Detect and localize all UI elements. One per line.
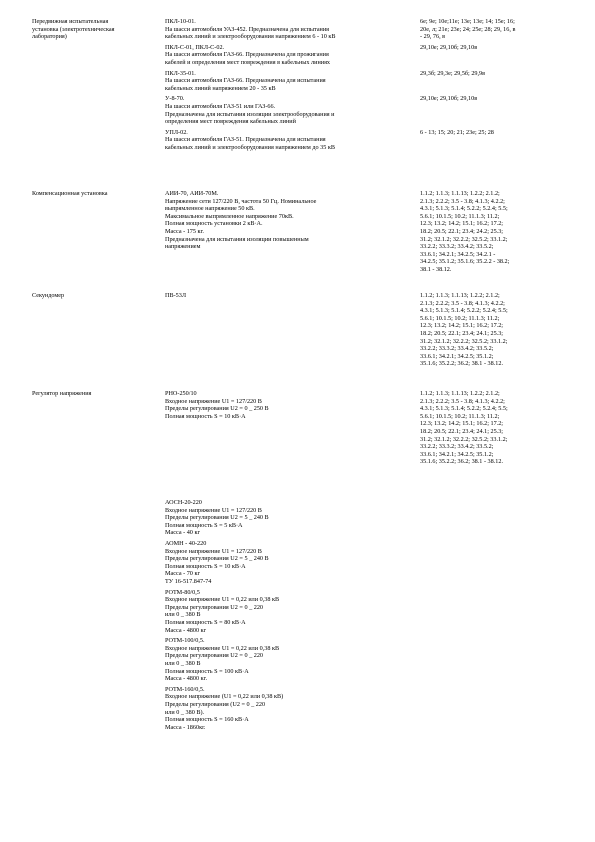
device-text: Входное напряжение U1 = 127/220 В [165,547,262,555]
device-description [165,589,279,635]
device-text: ПКЛ-10-01. [165,18,196,25]
device-text: Максимальное выпрямленное напряжение 70кВ. [165,212,294,220]
category-text: установка (электротехническая [32,25,115,33]
device-text: Полная мощность S = 100 кВ·А [165,667,249,675]
reference-text: 5.6.1; 10.1.5; 10.2; 11.1.3; 11.2; [420,412,500,420]
reference-text: 6е; 9е; 10е;11е; 13е; 13е; 14; 15е; 16; [420,18,515,25]
device-text: Масса - 4800 кг. [165,675,208,683]
device-text: На шасси автомобиля ГАЗ-66. Предназначена для испытания [165,77,326,85]
reference-text: - 29, 76, в [420,33,446,41]
device-text: или 0 _ 380 В [165,611,201,619]
reference-text: 4.3.1; 5.1.3; 5.1.4; 5.2.2; 5.2.4; 5.5; [420,307,508,315]
device-text: Входное напряжение U1 = 0,22 или 0,38 кВ [165,596,280,604]
device-text: Пределы регулирования U2 = 0 _ 250 В [165,405,269,413]
reference-text: 2.1.3; 2.2.2; 3.5 - 3.8; 4.1.3; 4.2.2; [420,299,505,307]
device-description [165,190,316,251]
device-text: Полная мощность S = 10 кВ·А [165,562,246,570]
clause-references [420,390,508,466]
device-text: ПКЛ-35-01. [165,69,196,77]
device-text: Полная мощность S = 160 кВ·А [165,716,249,724]
device-text: Пределы регулирования (U2 = 0 _ 220 [165,700,266,708]
reference-text: 12.3; 13.2; 14.2; 15.1; 16.2; 17.2; [420,420,504,428]
reference-text: 4.3.1; 5.1.3; 5.1.4; 5.2.2; 5.2.4; 5.5; [420,405,508,413]
device-text: Масса - 175 кг. [165,227,204,235]
device-text: РОТМ-100/0,5. [165,637,205,645]
category-text: Компенсационная установка [32,190,108,197]
device-text: ПВ-53Л [165,292,187,299]
device-text: кабелей и определения мест повреждения в кабельных линиях [165,58,331,66]
reference-text: 20е, л; 21е; 23е; 24; 25е; 28; 29, 16, в [420,25,516,33]
device-text: Полная мощность S = 10 кВ·А [165,412,246,420]
clause-references [420,292,508,368]
reference-text: 34.2.5; 35.1.2; 35.1.6; 35.2.2 - 38.2; [420,258,510,266]
clause-references [420,95,477,103]
device-text: Напряжение сети 127/220 В, частота 50 Гц. Номинальное [165,197,317,205]
reference-text: 33.6.1; 34.2.1; 34.2.5; 34.2.1 - [420,250,496,258]
device-description [165,129,335,152]
device-text: выпрямленное напряжение 50 кВ. [165,205,255,213]
device-description [165,499,269,537]
category-cell [32,190,160,198]
clause-references [420,44,477,52]
reference-text: 33.2.2; 33.3.2; 33.4.2; 33.5.2; [420,345,494,353]
reference-text: 18.2; 20.5; 22.1; 23.4; 24.1; 25.3; [420,427,504,435]
reference-text: 29,10е; 29,10б; 29,10в [420,95,478,103]
device-text: кабельных линий напряжением 20 - 35 кВ [165,84,276,92]
clause-references [420,70,485,78]
reference-text: 31.2; 32.1.2; 32.2.2; 32.5.2; 33.1.2; [420,435,508,443]
device-description [165,390,269,420]
device-text: Входное напряжение U1 = 127/220 В [165,506,262,514]
device-text: напряжением [165,243,201,251]
device-description [165,637,279,683]
device-text: У-8-70. [165,95,185,103]
device-text: На шасси автомобиля УАЗ-452. Предназначена для испытания [165,25,330,33]
device-text: Входное напряжение (U1 = 0,22 или 0,38 кВ) [165,693,284,701]
reference-text: 38.1 - 38.12. [420,265,452,273]
reference-text: 18.2; 20.5; 22.1; 23.4; 24.1; 25.3; [420,329,504,337]
device-text: Пределы регулирования U2 = 5 _ 240 В [165,555,269,563]
device-text: Полная мощность S = 5 кВ·А [165,521,243,529]
reference-text: 12.3; 13.2; 14.2; 15.1; 16.2; 17.2; [420,220,504,228]
device-text: АОМН - 40-220 [165,540,207,547]
reference-text: 1.1.2; 1.1.3; 1.1.13; 1.2.2; 2.1.2; [420,390,500,397]
clause-references [420,190,509,274]
device-text: Входное напряжение U1 = 0,22 или 0,38 кВ [165,644,280,652]
device-text: На шасси автомобиля ГАЗ-66. Предназначена для прожигания [165,51,329,59]
device-text: или 0 _ 380 В [165,659,201,667]
reference-text: 33.2.2; 33.3.2; 33.4.2; 33.5.2; [420,243,494,251]
category-cell [32,292,160,300]
device-text: Масса - 4800 кг [165,626,207,634]
device-text: РНО-250/10 [165,390,197,397]
device-text: Масса - 70 кг [165,570,200,578]
device-description [165,540,269,586]
device-text: АОСН-20-220 [165,499,202,506]
category-text: лаборатория) [32,33,67,41]
reference-text: 4.3.1; 5.1.3; 5.1.4; 5.2.2; 5.2.4; 5.5; [420,205,508,213]
reference-text: 1.1.2; 1.1.3; 1.1.13; 1.2.2; 2.1.2; [420,292,500,299]
device-text: ТУ 16-517.847-74 [165,577,212,585]
device-text: АИИ-70, АИИ-70М. [165,190,219,197]
device-text: Полная мощность установки 2 кВ·А. [165,220,263,228]
reference-text: 1.1.2; 1.1.3; 1.1.13; 1.2.2; 2.1.2; [420,190,500,197]
category-text: Секундомер [32,292,65,299]
device-description [165,44,330,67]
reference-text: 35.1.6; 35.2.2; 36.2; 38.1 - 38.12. [420,360,504,368]
reference-text: 12.3; 13.2; 14.2; 15.1; 16.2; 17.2; [420,322,504,330]
reference-text: 2.1.3; 2.2.2; 3.5 - 3.8; 4.1.3; 4.2.2; [420,197,505,205]
reference-text: 5.6.1; 10.1.5; 10.2; 11.1.3; 11.2; [420,212,500,220]
device-description [165,70,326,93]
device-text: или 0 _ 380 В). [165,708,205,716]
device-text: Предназначена для испытания изоляции повышенным [165,235,309,243]
device-description [165,686,283,732]
device-text: Полная мощность S = 80 кВ·А [165,618,246,626]
device-text: Пределы регулирования U2 = 5 _ 240 В [165,514,269,522]
device-description [165,292,186,300]
reference-text: 31.2; 32.1.2; 32.2.2; 32.5.2; 33.1.2; [420,337,508,345]
device-description [165,95,334,125]
device-text: Предназначена для испытания изоляции электрооборудования и [165,110,335,118]
device-text: кабельных линий и электрооборудования напряжением 6 - 10 кВ [165,33,336,41]
device-text: УПЛ-02. [165,128,188,136]
reference-text: 2.1.3; 2.2.2; 3.5 - 3.8; 4.1.3; 4.2.2; [420,397,505,405]
reference-text: 35.1.6; 35.2.2; 36.2; 38.1 - 38.12. [420,458,504,466]
category-text: Регулятор напряжения [32,390,92,397]
device-text: Пределы регулирования U2 = 0 _ 220 [165,652,264,660]
device-text: На шасси автомобиля ГАЗ-51 или ГАЗ-66. [165,102,276,110]
device-text: Входное напряжение U1 = 127/220 В [165,397,262,405]
reference-text: 29,10е; 29,10б; 29,10в [420,43,478,51]
reference-text: 31.2; 32.1.2; 32.2.2; 32.5.2; 33.1.2; [420,235,508,243]
device-text: определения мест повреждения кабельных линий [165,118,296,126]
device-text: Масса - 1860кг. [165,723,206,731]
category-cell [32,18,160,41]
clause-references [420,18,515,41]
device-text: На шасси автомобиля ГАЗ-51. Предназначена для испытания [165,136,326,144]
reference-text: 33.6.1; 34.2.1; 34.2.5; 35.1.2; [420,450,494,458]
category-text: Передвижная испытательная [32,18,109,25]
reference-text: 29,3б; 29,3е; 29,5б; 29,9в [420,69,486,77]
device-text: Пределы регулирования U2 = 0 _ 220 [165,603,264,611]
clause-references [420,129,494,137]
reference-text: 5.6.1; 10.1.5; 10.2; 11.1.3; 11.2; [420,314,500,322]
category-cell [32,390,160,398]
device-text: РОТМ-80/0,5 [165,588,200,596]
reference-text: 33.6.1; 34.2.1; 34.2.5; 35.1.2; [420,352,494,360]
device-text: кабельных линий и электрооборудования напряжением до 35 кВ [165,143,336,151]
reference-text: 33.2.2; 33.3.2; 33.4.2; 33.5.2; [420,443,494,451]
device-description [165,18,336,41]
reference-text: 18.2; 20.5; 22.1; 23.4; 24.2; 25.3; [420,227,504,235]
device-text: ПКЛ-С-01, ПКЛ-С-02. [165,43,225,51]
reference-text: 6 - 13; 15; 20; 21; 23е; 25; 28 [420,128,494,136]
device-text: Масса - 40 кг [165,529,200,537]
device-text: РОТМ-160/0,5. [165,685,205,693]
